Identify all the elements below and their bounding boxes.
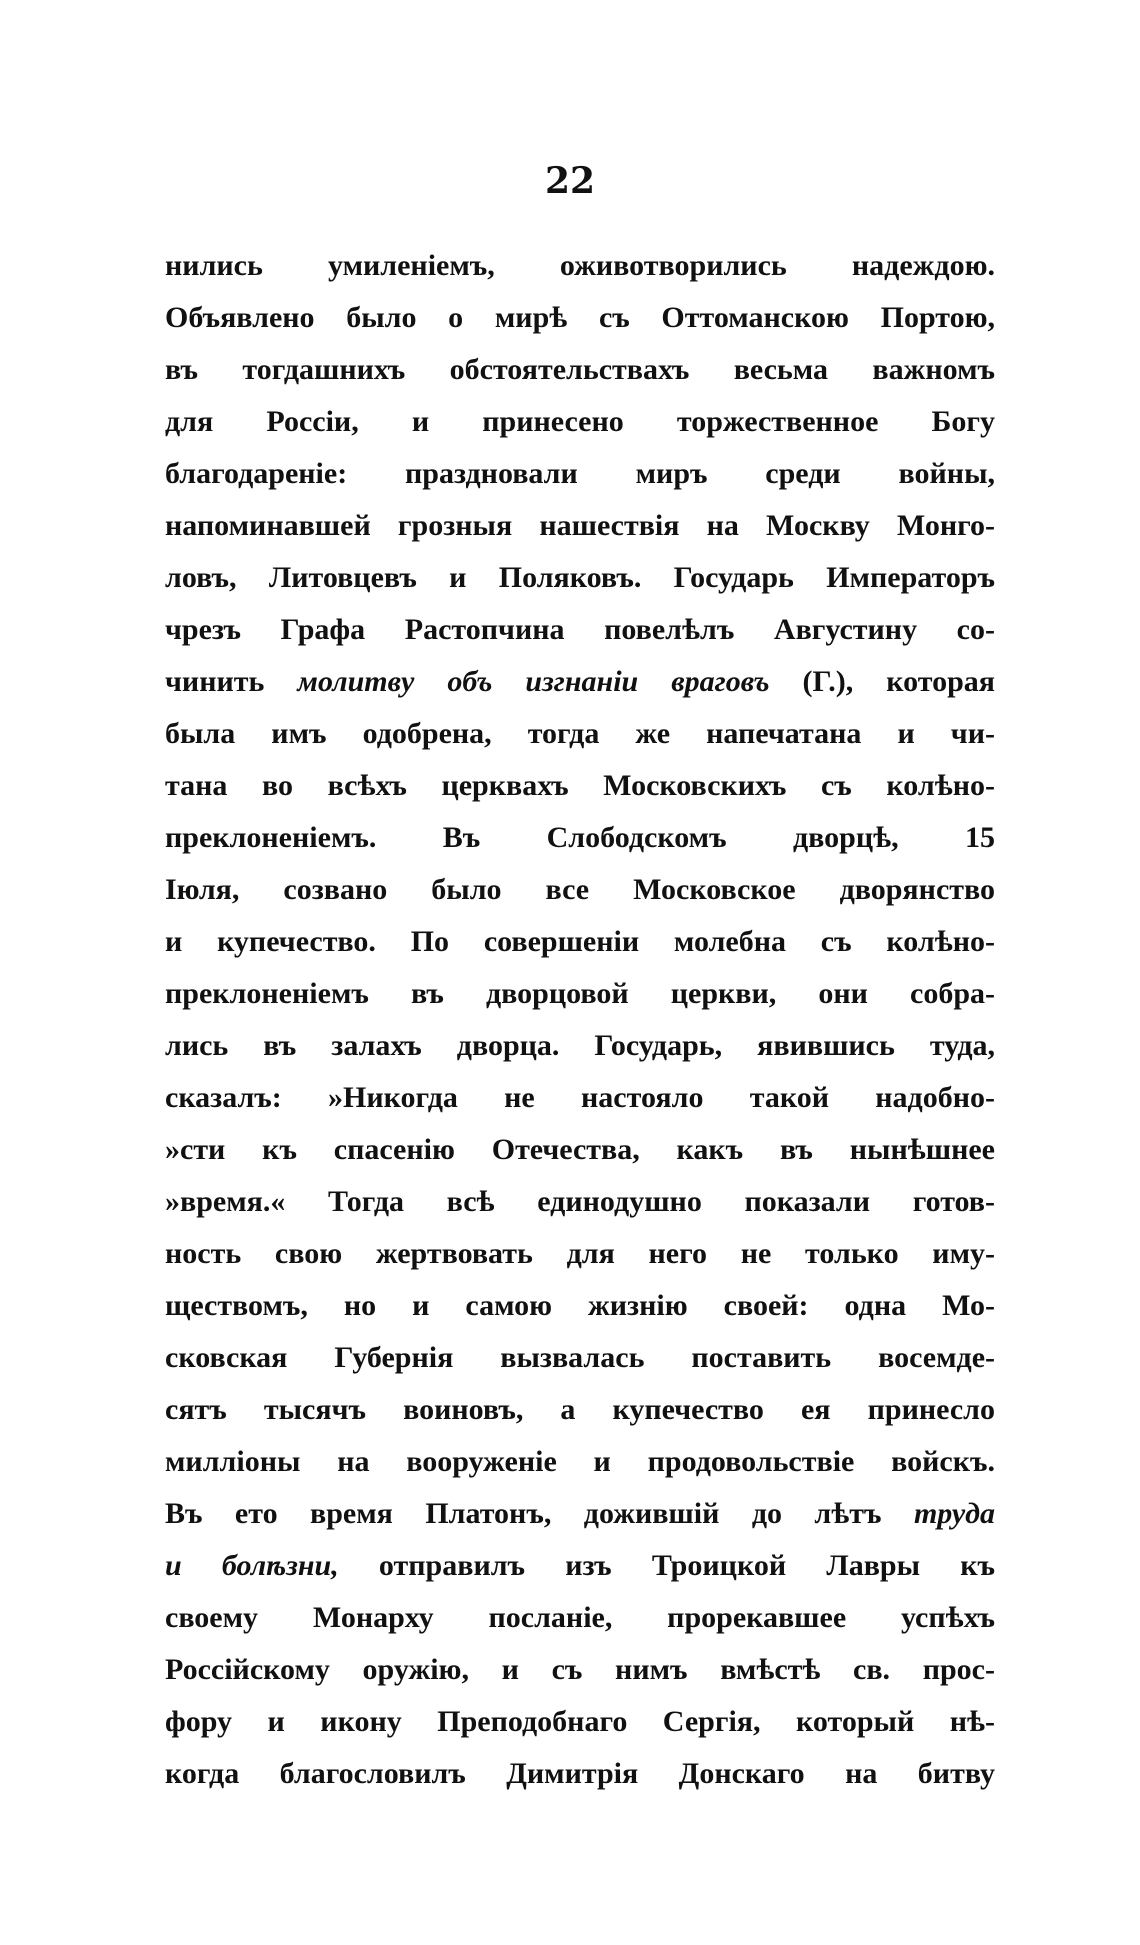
text-line	[165, 604, 995, 656]
text-line	[165, 1072, 995, 1124]
text-line	[165, 292, 995, 344]
text-line	[165, 1436, 995, 1488]
text-segment: Въ ето время Платонъ, дожившій до лѣтъ	[165, 1497, 914, 1530]
text-segment: своему Монарху посланіе, прорекавшее успѣхъ	[165, 1601, 995, 1634]
text-segment: чинить	[165, 665, 298, 698]
text-line	[165, 968, 995, 1020]
text-segment: Іюля, созвано было все Московское дворянство	[165, 873, 995, 906]
text-segment: (Г.), которая	[769, 665, 995, 698]
text-segment: благодареніе: праздновали миръ среди войны,	[165, 457, 995, 490]
text-line	[165, 1228, 995, 1280]
text-segment: сковская Губернія вызвалась поставить восемде-	[165, 1341, 995, 1374]
text-segment: напоминавшей грозныя нашествія на Москву Монго-	[165, 509, 995, 542]
text-segment: и купечество. По совершеніи молебна съ колѣно-	[165, 925, 995, 958]
text-line	[165, 760, 995, 812]
text-segment: Россійскому оружію, и съ нимъ вмѣстѣ св. прос-	[165, 1653, 995, 1686]
italic-text: труда	[913, 1497, 995, 1530]
text-segment: »сти къ спасенію Отечества, какъ въ нынѣшнее	[165, 1133, 995, 1166]
text-line	[165, 552, 995, 604]
text-segment: ность свою жертвовать для него не только иму-	[165, 1237, 995, 1270]
text-line	[165, 1384, 995, 1436]
text-segment: отправилъ изъ Троицкой Лавры къ	[338, 1549, 995, 1582]
text-line	[165, 1748, 995, 1800]
text-line	[165, 1592, 995, 1644]
text-segment: тана во всѣхъ церквахъ Московскихъ съ колѣно-	[165, 769, 995, 802]
text-segment: сказалъ: »Никогда не настояло такой надобно-	[165, 1081, 995, 1114]
text-segment: когда благословилъ Димитрія Донскаго на битву	[165, 1757, 995, 1790]
text-line	[165, 448, 995, 500]
text-segment: ловъ, Литовцевъ и Поляковъ. Государь Императоръ	[165, 561, 995, 594]
text-line	[165, 500, 995, 552]
text-line	[165, 396, 995, 448]
text-segment: милліоны на вооруженіе и продовольствіе войскъ.	[165, 1445, 995, 1478]
text-line	[165, 812, 995, 864]
text-segment: преклоненіемъ. Въ Слободскомъ дворцѣ, 15	[165, 821, 995, 854]
text-segment: лись въ залахъ дворца. Государь, явившись туда,	[165, 1029, 995, 1062]
text-segment: была имъ одобрена, тогда же напечатана и чи-	[165, 717, 995, 750]
text-segment: ществомъ, но и самою жизнію своей: одна Мо-	[165, 1289, 995, 1322]
text-line	[165, 656, 995, 708]
text-segment: Объявлено было о мирѣ съ Оттоманскою Портою,	[165, 301, 995, 334]
text-segment: преклоненіемъ въ дворцовой церкви, они собра-	[165, 977, 995, 1010]
text-segment: въ тогдашнихъ обстоятельствахъ весьма важномъ	[165, 353, 995, 386]
text-line	[165, 1332, 995, 1384]
text-line	[165, 1176, 995, 1228]
text-line	[165, 1124, 995, 1176]
text-segment: »время.« Тогда всѣ единодушно показали готов-	[165, 1185, 995, 1218]
text-segment: чрезъ Графа Растопчина повелѣлъ Августину со-	[165, 613, 995, 646]
page-number: 22	[544, 160, 596, 202]
italic-text: молитву объ изгнаніи враговъ	[297, 665, 770, 698]
italic-text: и болѣзни,	[165, 1549, 339, 1582]
text-line	[165, 1540, 995, 1592]
text-segment: для Россіи, и принесено торжественное Богу	[165, 405, 995, 438]
body-text	[165, 240, 995, 1800]
text-line	[165, 864, 995, 916]
text-line	[165, 240, 995, 292]
text-line	[165, 708, 995, 760]
text-segment: сятъ тысячъ воиновъ, а купечество ея принесло	[165, 1393, 995, 1426]
text-line	[165, 1696, 995, 1748]
text-segment: фору и икону Преподобнаго Сергія, который нѣ-	[165, 1705, 995, 1738]
text-line	[165, 916, 995, 968]
text-line	[165, 1644, 995, 1696]
text-line	[165, 1488, 995, 1540]
text-line	[165, 1280, 995, 1332]
text-segment: нились умиленіемъ, оживотворились надеждою.	[165, 249, 995, 282]
text-line	[165, 344, 995, 396]
text-line	[165, 1020, 995, 1072]
